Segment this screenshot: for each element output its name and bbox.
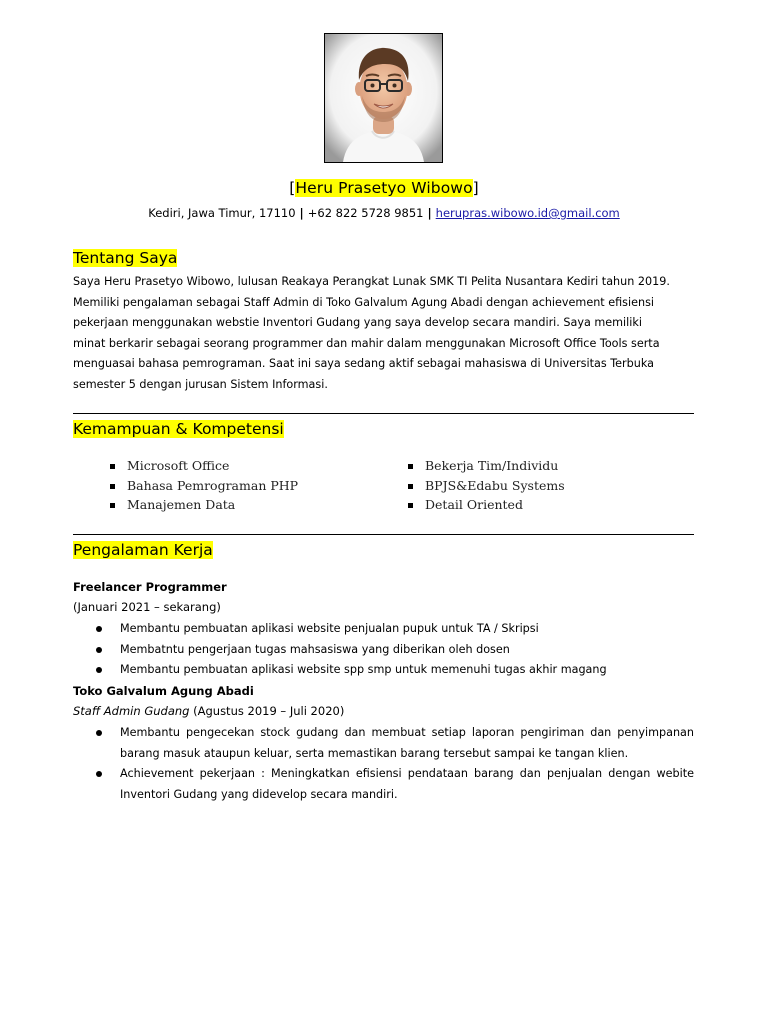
skills-list-right <box>408 456 565 515</box>
duty-item: Membantu pengecekan stock gudang dan membuat setiap laporan pengiriman dan penyimpanan barang masuk ataupun keluar, serta memastikan barang tersebut sampai ke tangan klien. <box>73 723 694 764</box>
bullet-square-icon <box>408 464 413 469</box>
location-text: Kediri, Jawa Timur, 17110 <box>148 206 296 220</box>
section-divider <box>73 534 694 535</box>
phone-text: +62 822 5728 9851 <box>307 206 424 220</box>
bullet-square-icon <box>408 484 413 489</box>
bullet-dot-icon <box>96 626 102 632</box>
job-period: Staff Admin Gudang (Agustus 2019 – Juli 2020) <box>73 704 345 718</box>
skill-item: BPJS&Edabu Systems <box>408 476 565 496</box>
bullet-dot-icon <box>96 771 102 777</box>
bullet-dot-icon <box>96 667 102 673</box>
skill-item: Bahasa Pemrograman PHP <box>110 476 298 496</box>
contact-info <box>0 206 768 220</box>
email-link[interactable]: herupras.wibowo.id@gmail.com <box>435 206 620 220</box>
experience-section-title: Pengalaman Kerja <box>73 541 213 559</box>
job-duties-list <box>73 723 694 805</box>
duty-item: Membantu pembuatan aplikasi website spp smp untuk memenuhi tugas akhir magang <box>73 660 694 681</box>
about-text: Saya Heru Prasetyo Wibowo, lulusan Reakaya Perangkat Lunak SMK TI Pelita Nusantara Kediri tahun 2019. Memiliki pengalaman sebagai Staff Admin di Toko Galvalum Agung Abadi dengan achievement efisiensi pekerjaan menggunakan webstie Inventori Gudang yang saya develop secara mandiri. Saya memiliki minat berkarir sebagai seorang programmer dan mahir dalam menggunakan Microsoft Office Tools serta menguasai bahasa pemrograman. Saat ini saya sedang aktif sebagai mahasiswa di Universitas Terbuka semester 5 dengan jurusan Sistem Informasi. <box>73 275 670 391</box>
duty-item: Membatntu pengerjaan tugas mahsasiswa yang diberikan oleh dosen <box>73 640 694 661</box>
skill-item: Microsoft Office <box>110 456 298 476</box>
section-divider <box>73 413 694 414</box>
about-section-title: Tentang Saya <box>73 249 178 267</box>
skills-section-title: Kemampuan & Kompetensi <box>73 420 284 438</box>
name-highlight: Heru Prasetyo Wibowo <box>295 179 473 197</box>
bullet-square-icon <box>408 503 413 508</box>
job-role: Staff Admin Gudang <box>73 704 190 718</box>
contact-separator: | <box>299 206 304 220</box>
profile-photo <box>324 33 443 163</box>
bracket-open: [ <box>289 179 296 197</box>
skill-item: Bekerja Tim/Individu <box>408 456 565 476</box>
skill-item: Detail Oriented <box>408 495 565 515</box>
skills-list-left <box>110 456 298 515</box>
duty-item: Achievement pekerjaan : Meningkatkan efisiensi pendataan barang dan penjualan dengan webite Inventori Gudang yang didevelop secara mandiri. <box>73 764 694 805</box>
job-company: Freelancer Programmer <box>73 580 227 594</box>
bullet-square-icon <box>110 464 115 469</box>
candidate-name <box>0 179 768 197</box>
job-company: Toko Galvalum Agung Abadi <box>73 684 254 698</box>
bullet-square-icon <box>110 484 115 489</box>
bullet-dot-icon <box>96 730 102 736</box>
skill-item: Manajemen Data <box>110 495 298 515</box>
job-duties-list <box>73 619 694 681</box>
bullet-square-icon <box>110 503 115 508</box>
bracket-close: ] <box>472 179 479 197</box>
bullet-dot-icon <box>96 647 102 653</box>
contact-separator: | <box>427 206 432 220</box>
duty-item: Membantu pembuatan aplikasi website penjualan pupuk untuk TA / Skripsi <box>73 619 694 640</box>
job-period: (Januari 2021 – sekarang) <box>73 600 221 614</box>
profile-photo-image <box>325 34 442 162</box>
